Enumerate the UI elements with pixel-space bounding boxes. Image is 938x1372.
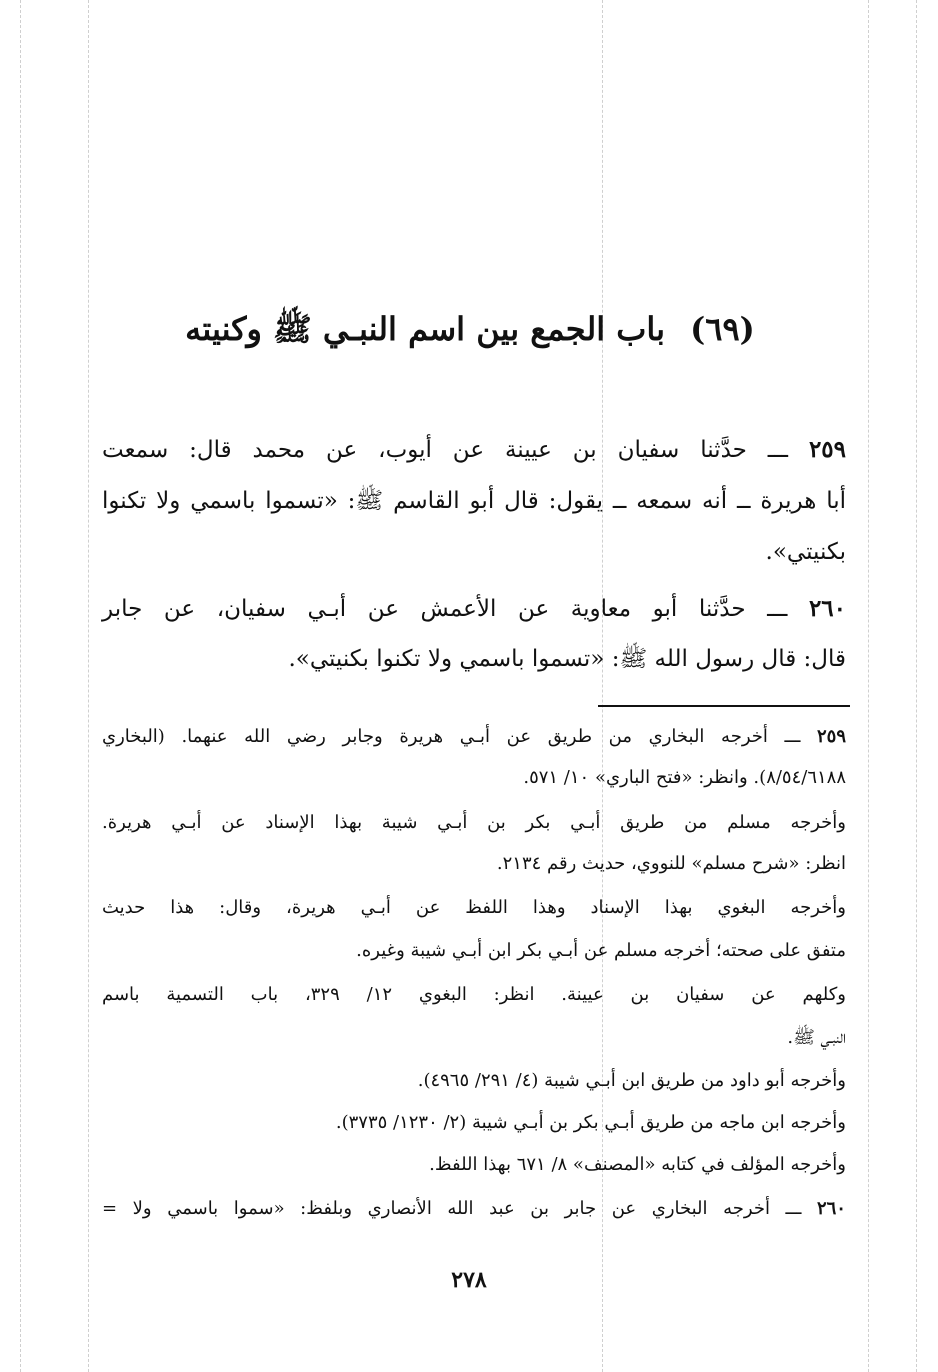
chapter-number: (٦٩) [690,310,755,348]
footnote-number: ٢٦٠ [816,1198,846,1219]
footnote-259-line-5: وأخرجه البغوي بهذا الإسناد وهذا اللفظ عن أبـي هريرة، وقال: هذا حديث [102,897,846,918]
hadith-259-line-3: بكنيتي». [765,539,846,565]
chapter-title-text: باب الجمع بين اسم النبـي ﷺ وكنيته [185,310,666,348]
footnote-259-line-8: النبـي ﷺ. [787,1027,846,1048]
hadith-259-line-1 [102,430,846,470]
scan-guide-line [88,0,89,1372]
footnote-259-line-3: وأخرجه مسلم من طريق أبـي بكر بن أبـي شيبة بهذا الإسناد عن أبـي هريرة. [102,812,846,833]
hadith-number: ٢٦٠ [808,595,847,622]
hadith-text: ـــ حدَّثنا أبو معاوية عن الأعمش عن أبـي سفيان، عن جابر [102,596,788,622]
scan-guide-line [868,0,869,1372]
footnote-text: ـــ أخرجه البخاري من طريق عن أبـي هريرة وجابر رضي الله عنهما. (البخاري [102,726,801,747]
footnote-259-line-4: انظر: «شرح مسلم» للنووي، حديث رقم ٢١٣٤. [496,853,846,874]
footnote-separator [598,705,850,707]
footnote-260-line-1 [102,1193,846,1225]
page-number: ٢٧٨ [451,1267,487,1293]
hadith-259-line-2: أبا هريرة ــ أنه سمعه ــ يقول: قال أبو القاسم ﷺ: «تسموا باسمي ولا تكنوا [102,488,846,514]
footnote-259-line-10: وأخرجه ابن ماجه من طريق أبـي بكر بن أبـي شيبة (٢/ ١٢٣٠/ ٣٧٣٥). [335,1112,846,1133]
hadith-260-line-1 [102,589,846,629]
footnote-259-line-1 [102,721,846,753]
footnote-number: ٢٥٩ [816,726,846,747]
footnote-259-line-6: متفق على صحته؛ أخرجه مسلم عن أبـي بكر ابن أبـي شيبة وغيره. [356,940,846,961]
footnote-259-line-7: وكلهم عن سفيان بن عيينة. انظر: البغوي ١٢/ ٣٢٩، باب التسمية باسم [102,984,846,1005]
hadith-text: ـــ حدَّثنا سفيان بن عيينة عن أيوب، عن محمد قال: سمعت [102,437,789,463]
chapter-heading [150,304,790,354]
footnote-259-line-2: ٨/٥٤/٦١٨٨). وانظر: «فتح الباري» ١٠/ ٥٧١. [523,767,846,788]
footnote-259-line-11: وأخرجه المؤلف في كتابه «المصنف» ٨/ ٦٧١ بهذا اللفظ. [429,1154,846,1175]
hadith-260-line-2: قال: قال رسول الله ﷺ: «تسموا باسمي ولا تكنوا بكنيتي». [288,646,846,672]
scan-guide-line [20,0,21,1372]
footnote-text: ـــ أخرجه البخاري عن جابر بن عبد الله الأنصاري وبلفظ: «سموا باسمي ولا = [102,1198,802,1219]
hadith-number: ٢٥٩ [808,436,846,463]
footnote-259-line-9: وأخرجه أبو داود من طريق ابن أبـي شيبة (٤/ ٢٩١/ ٤٩٦٥). [417,1070,846,1091]
scan-guide-line [916,0,917,1372]
